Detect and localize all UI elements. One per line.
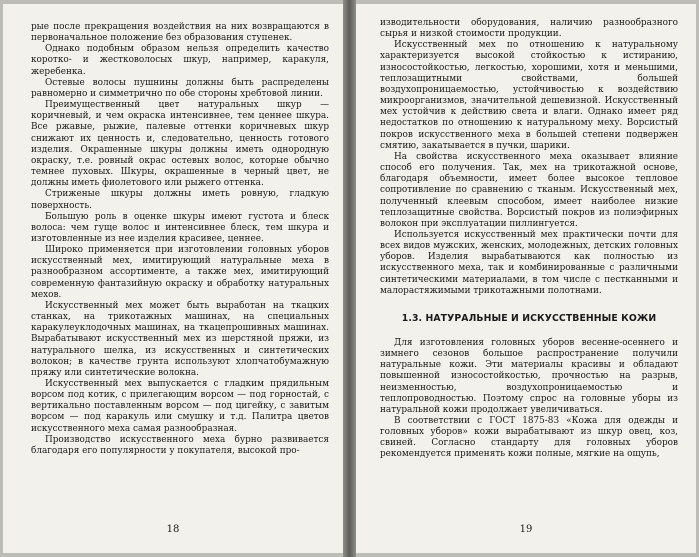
right-paragraph-3: На свойства искусственного меха оказывает влияние способ его получения. Так, мех на трикотажной основе, благодаря объемности, имеет более высокое тепловое сопротивление по сравнению с тканым. Искусственный мех, полученный клеевым способом, имеет наиболее низкие теплозащитные свойства. Ворсистый покров из полиэфирных волокон при эксплуатации пиллингуется. [380,151,678,229]
left-paragraph-5: Стриженые шкуры должны иметь ровную, гладкую поверхность. [31,189,329,211]
book-gutter [343,0,356,557]
right-page [356,4,696,553]
left-page [3,4,343,553]
left-paragraph-9: Искусственный мех выпускается с гладким прядильным ворсом под котик, с прилегающим ворсом — под горностай, с вертикально поставленным ворсом — под цигейку, с завитым ворсом — под каракуль или смушку и т.д. Палитра цветов искусственного меха самая разнообразная. [31,379,329,434]
page-number-left: 18 [166,524,180,535]
left-paragraph-1: рые после прекращения воздействия на них возвращаются в первоначальное положение без образования ступенек. [31,22,329,44]
left-paragraph-4: Преимущественный цвет натуральных шкур — коричневый, и чем окраска интенсивнее, тем ценнее шкура. Все ржавые, рыжие, палевые оттенки коричневых шкур снижают их ценность и, следовательно, ценность готового изделия. Окрашенные шкуры должны иметь однородную окраску, т.е. ровный окрас остевых волос, которые обычно темнее пуховых. Шкуры, окрашенные в черный цвет, не должны иметь фиолетового или рыжего оттенка. [31,100,329,189]
left-paragraph-10: Производство искусственного меха бурно развивается благодаря его популярности у покупателя, высокой про- [31,434,329,456]
left-paragraph-3: Остевые волосы пушнины должны быть распределены равномерно и симметрично по обе стороны хребтовой линии. [31,77,329,99]
right-paragraph-6: В соответствии с ГОСТ 1875-83 «Кожа для одежды и головных уборов» кожи вырабатывают из шкур овец, коз, свиней. Согласно стандарту для головных уборов рекомендуется применять кожи полные, мягкие на ощупь, [380,416,678,460]
right-paragraph-2: Искусственный мех по отношению к натуральному характеризуется высокой стойкостью к истиранию, износостойкостью, легкостью, хорошими, хотя и меньшими, теплозащитными свойствами, большей воздухопроницаемостью, устойчивостью к воздействию микроорганизмов, значительной дешевизной. Искусственный мех устойчив к действию света и влаги. Однако имеет ряд недостатков по отношению к натуральному меху. Ворсистый покров искусственного меха в большей степени подвержен смятию, закатывается в пучки, шарики. [380,40,678,151]
section-heading: 1.3. НАТУРАЛЬНЫЕ И ИСКУССТВЕННЫЕ КОЖИ [401,312,657,324]
right-paragraph-5: Для изготовления головных уборов весенне-осеннего и зимнего сезонов большое распространение получили натуральные кожи. Эти материалы красивы и обладают повышенной износостойкостью, прочностью на разрыв, неизменностью, воздухопроницаемостью и теплопроводностью. Поэтому спрос на головные уборы из натуральной кожи продолжает увеличиваться. [380,337,678,415]
right-paragraph-1: изводительности оборудования, наличию разнообразного сырья и низкой стоимости продукции. [380,18,678,40]
page-number-right: 19 [519,524,533,535]
left-paragraph-6: Большую роль в оценке шкуры имеют густота и блеск волоса: чем гуще волос и интенсивнее блеск, тем шкура и изготовленные из нее изделия красивее, ценнее. [31,211,329,244]
left-paragraph-2: Однако подобным образом нельзя определить качество коротко- и жестковолосых шкур, например, каракуля, жеребенка. [31,44,329,77]
left-paragraph-8: Искусственный мех может быть выработан на ткацких станках, на трикотажных машинах, на специальных каракулеуклодочных машинах, на ткацепрошивных машинах. Вырабатывают искусственный мех из шерстяной пряжи, из натурального шелка, из искусственных и синтетических волокон; в качестве грунта используют хлопчатобумажную пряжу или синтетические волокна. [31,300,329,378]
right-paragraph-4: Используется искусственный мех практически почти для всех видов мужских, женских, молодежных, детских головных уборов. Изделия вырабатываются как полностью из искусственного меха, так и комбинированные с различными синтетическими материалами, в том числе с пестканными и малорастяжимыми трикотажными полотнами. [380,229,678,296]
left-paragraph-7: Широко применяется при изготовлении головных уборов искусственный мех, имитирующий натуральные меха в разнообразном ассортименте, а также мех, имитирующий современную фантазийную окраску и обработку натуральных мехов. [31,245,329,300]
